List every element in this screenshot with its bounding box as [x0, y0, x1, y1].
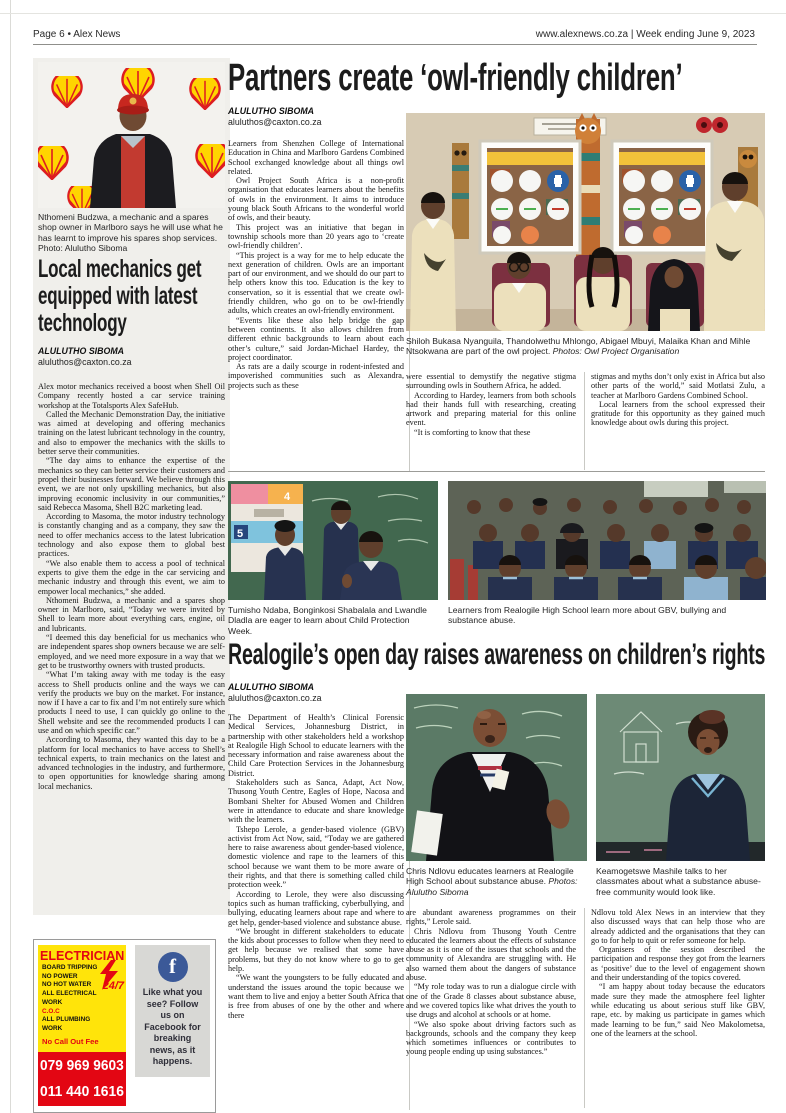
paragraph: NO POWER	[42, 972, 78, 980]
paragraph: As rats are a daily scourge in rodent-infested and impoverished communities such as Alexandra, projects such as these	[228, 362, 404, 390]
paragraph: According to Lerole, they were also discussing topics such as human trafficking, cyberbullying, and bullying, educating learners about rape and where to get help, gender-based violence and substance abuse.	[228, 889, 404, 927]
realogile-headline	[228, 638, 765, 672]
always-open-badge: 24/7	[102, 980, 124, 992]
student-seated-3-hijab	[648, 259, 700, 331]
paragraph: The Department of Health’s Clinical Forensic Medical Services, Johannesburg District, in partnership with other stakeholders held a workshop at Realogile High School to educate learners with the necessary information and raise awareness about the Child Care Protection Services in the Johannesburg District.	[228, 713, 404, 778]
paragraph: This project was an initiative that began in township schools more than 20 years ago to ‘create owl-friendly children’.	[228, 222, 404, 251]
owl-project-photo-image	[406, 113, 765, 331]
realogile-column-3	[591, 908, 765, 1111]
mashile-photo-caption: Keamogetswe Mashile talks to her classmates about what a substance abuse-free community would look like.	[596, 866, 761, 897]
mechanics-byline	[38, 346, 132, 367]
scan-edge-line	[10, 0, 11, 1113]
paragraph: According to Hardey, learners from both schools had their hands full with researching, creating artwork and preparing material for this online event.	[406, 390, 576, 428]
paragraph: C.O.C	[42, 1007, 60, 1015]
author-email: aluluthos@caxton.co.za	[38, 357, 132, 367]
paragraph: Nthomeni Budzwa, a mechanic and a spares shop owner in Marlboro, said, “Today we were invited by Shell to learn more about everything cars, engine, oil and lubricants.	[38, 595, 225, 633]
section-rule	[228, 471, 765, 472]
column-rule	[584, 372, 585, 470]
header-rule	[33, 44, 757, 45]
mechanic-photo-image	[38, 62, 225, 208]
paragraph: Alex motor mechanics received a boost when Shell Oil Company recently hosted a car service training workshop at the Totalsports Alex SafeHub.	[38, 382, 225, 410]
paragraph: Stakeholders such as Sanca, Adapt, Act Now, Thusong Youth Centre, Eagles of Hope, Nacosa and Bombani Shelter for Abused Women and Children were in attendance to educate and share knowledge with the learners.	[228, 778, 404, 825]
headline-line: technology	[38, 309, 127, 337]
mashile-photo-image	[596, 694, 765, 861]
owl-photo-caption: Shiloh Bukasa Nyanguila, Thandolwethu Mhlongo, Abigael Mbuyi, Malaika Khan and Mihle Ntsokwana are part of the owl project. Photos: Owl Project Organisation	[406, 336, 751, 357]
owl-article-column-1	[228, 139, 404, 473]
svg-text:4: 4	[284, 491, 291, 503]
facebook-ad-text: Like what you see? Follow us on Facebook for breaking news, as it happens.	[142, 987, 203, 1066]
electrician-phone-block	[38, 1052, 126, 1106]
paragraph: According to Masoma, the motor industry technology is constantly changing and as a company, they saw the need to offer mechanics access to the latest lubrication technology and also expose them to global best practices.	[38, 512, 225, 559]
owl-article-headline	[228, 57, 765, 99]
child-protection-caption: Tumisho Ndaba, Bonginkosi Shabalala and Lwandle Dladla are eager to learn about Child Protection Week.	[228, 605, 427, 636]
no-call-out-fee-label: No Call Out Fee	[42, 1037, 99, 1046]
mechanics-article-body	[38, 382, 225, 909]
paragraph: “We want the youngsters to be fully educated and understand the issues around the topic because we want them to live and enjoy a better South Africa that is free from abuses of one by the other and where there	[228, 973, 404, 1020]
electrician-service-list	[42, 964, 104, 1034]
paragraph: Organisers of the session described the participation and response they got from the learners as ‘positive’ due to the level of engagement shown and their understanding of the topics covered.	[591, 945, 765, 983]
mechanic-photo-caption: Nthomeni Budzwa, a mechanic and a spares shop owner in Marlboro says he will use what he has learnt to improve his spares shop services. Photo: Alulutho Siboma	[38, 212, 223, 253]
column-rule	[584, 908, 585, 1108]
classroom-caption: Learners from Realogile High School learn more about GBV, bullying and substance abuse.	[448, 605, 727, 626]
paragraph: “We also enable them to access a pool of technical experts to give them the edge in the car servicing and mechanic industry and through this event, we aim to empower local mechanics,” she added.	[38, 558, 225, 596]
paragraph: “I am happy about today because the educators made sure they made the atmosphere feel lighter while educating us about serious stuff like GBV, rape, etc. by making us participate in games which made learning to be fun,” said Neo Makolometsa, one of the learners at the school.	[591, 982, 765, 1038]
paragraph: BOARD TRIPPING	[42, 964, 98, 971]
scan-edge-line	[0, 13, 786, 14]
headline-line: equipped with latest	[38, 282, 198, 310]
paragraph: Learners from Shenzhen College of International Education in China and Marlboro Gardens Combined School exchanged knowledge about all things owl related.	[228, 139, 404, 176]
headline-line: Local mechanics get	[38, 255, 202, 283]
paragraph: “It is comforting to know that these	[414, 427, 531, 437]
paragraph: Owl Project South Africa is a non-profit organisation that educates learners about the benefits of owls in the environment. It aims to introduce young black South Africans to the wonderful world of owls, and their beauty.	[228, 176, 404, 223]
paragraph: Called the Mechanic Demonstration Day, the initiative was aimed at developing and offering mechanics training on the latest lubricant technology in the country, and also to empower the mechanics with the skills to better serve their communities.	[38, 409, 225, 457]
realogile-byline	[228, 682, 322, 703]
realogile-column-2	[406, 908, 576, 1111]
chris-photo-caption: Chris Ndlovu educates learners at Realogile High School about substance abuse. Photos: Alulutho Siboma	[406, 866, 578, 897]
paragraph: stigmas and myths don’t only exist in Africa but also other parts of the world,” said Motlatsi Zulu, a teacher at Marlboro Gardens Combined School.	[591, 372, 765, 400]
paragraph: are abundant awareness programmes on their rights,” Lerole said.	[406, 908, 576, 927]
realogile-column-1	[228, 713, 404, 1112]
paragraph: ALL ELECTRICAL WORK	[42, 990, 97, 1006]
owl-article-column-3	[591, 372, 765, 472]
child-protection-photo-image	[228, 481, 438, 600]
paragraph: Ndlovu told Alex News in an interview that they also discussed ways that can help those who are already addicted and the organisations that they can go to for help to quit or refer someone for help.	[591, 908, 765, 945]
paragraph: “Events like these also help bridge the gap between continents. It also allows children from different ethnic backgrounds to learn about each other’s culture,” said Jordan-Michael Hardey, the project coordinator.	[228, 315, 404, 362]
paragraph: Chris Ndlovu from Thusong Youth Centre educated the learners about the effects of substance abuse as it is one of the issues that schools and the community of Alexandra are struggling with. He also warned them about the dangers of substance abuse.	[406, 926, 576, 983]
paragraph: According to Masoma, they wanted this day to be a platform for local mechanics to have access to Shell’s technical experts, to train mechanics on the latest and advanced technologies in the industry, and furthermore, to open opportunities for knowledge sharing among local mechanics.	[38, 735, 225, 791]
owl-article-column-2	[406, 372, 576, 472]
sponsor-poster	[480, 141, 580, 253]
paragraph: “My role today was to run a dialogue circle with one of the Grade 8 classes about substance abuse, and we covered topics like what drives the youth to use drugs and alcohol at schools or at home.	[406, 982, 576, 1020]
paragraph: Local learners from the school expressed their gratitude for this opportunity as they gained much knowledge about owls during this project.	[591, 399, 765, 428]
author-name: ALULUTHO SIBOMA	[38, 346, 125, 356]
paragraph: ALL PLUMBING WORK	[42, 1016, 91, 1032]
paragraph: “I deemed this day beneficial for us mechanics who are independent spares shop owners because we are self-employed, and we need more exposure in a way that we get to be trustworthy owners with trusted products.	[38, 633, 225, 670]
mechanics-headline	[38, 256, 225, 337]
author-email: aluluthos@caxton.co.za	[228, 117, 322, 127]
headline-text: Partners create ‘owl-friendly children’	[228, 57, 683, 99]
paragraph: NO HOT WATER	[42, 981, 92, 989]
paragraph: “This project is a way for me to help educate the next generation of children. Owls are an important part of our environment, and we should do our part to help others know this too. Education is the key to conservation, so it is essential that we create owl-friendly children, who go on to be owl-friendly adults, which creates an owl-friendly environment.	[228, 250, 404, 316]
author-name: ALULUTHO SIBOMA	[228, 682, 315, 692]
owl-article-byline	[228, 106, 322, 127]
paragraph: “What I’m taking away with me today is the easy access to Shell products online and the ways we can verify the products we buy on the market. For instance, now if I have a car to fix and I’m not entirely sure which products I need to use, I can quickly go online to the Shell website and see the recommended products I can use and on which specific car.”	[38, 670, 225, 735]
paragraph: “We also spoke about driving factors such as backgrounds, schools and the company they keep which sometimes influences or contributes to young people ending up using substances.”	[406, 1019, 576, 1057]
phone-number-2: 011 440 1616	[40, 1084, 124, 1100]
paragraph: “We brought in different stakeholders to educate the kids about processes to follow when they need to get help because we realised that some have problems, but they do not know where to go to get help.	[228, 926, 404, 974]
paragraph: were essential to demystify the negative stigma surrounding owls in Southern Africa, he added.	[406, 372, 576, 391]
paragraph: “The day aims to enhance the expertise of the mechanics so they can better service their customers and propel their businesses forward. We believe through this event, we are not only upskilling mechanics, but also improving economic inclusivity in our communities,” said Rebecca Masoma, Shell B2C marketing lead.	[38, 456, 225, 512]
electrician-ad[interactable]	[38, 945, 126, 1106]
classified-ads-panel	[33, 939, 216, 1113]
svg-text:5: 5	[237, 528, 244, 540]
facebook-icon: f	[158, 952, 188, 982]
page-number-label: Page 6 • Alex News	[33, 29, 121, 40]
facebook-ad[interactable]	[135, 945, 210, 1077]
author-name: ALULUTHO SIBOMA	[228, 106, 315, 116]
author-email: aluluthos@caxton.co.za	[228, 693, 322, 703]
chris-ndlovu-photo-image	[406, 694, 587, 861]
headline-text: Realogile’s open day raises awareness on children’s rights	[228, 638, 766, 671]
electrician-ad-title: ELECTRICIAN	[40, 948, 125, 963]
owl-totem-left	[452, 143, 469, 239]
classroom-photo-image	[448, 481, 766, 600]
paragraph: Tshepo Lerole, a gender-based violence (GBV) activist from Act Now, said, “Today we are gathered here to raise awareness about gender-based violence, domestic violence and rape to the learners of this school because we want them to be more aware of their rights, and that there is something called child protection week.”	[228, 824, 404, 890]
phone-number-1: 079 969 9603	[40, 1058, 124, 1074]
website-date-label: www.alexnews.co.za | Week ending June 9, 2023	[535, 29, 755, 40]
